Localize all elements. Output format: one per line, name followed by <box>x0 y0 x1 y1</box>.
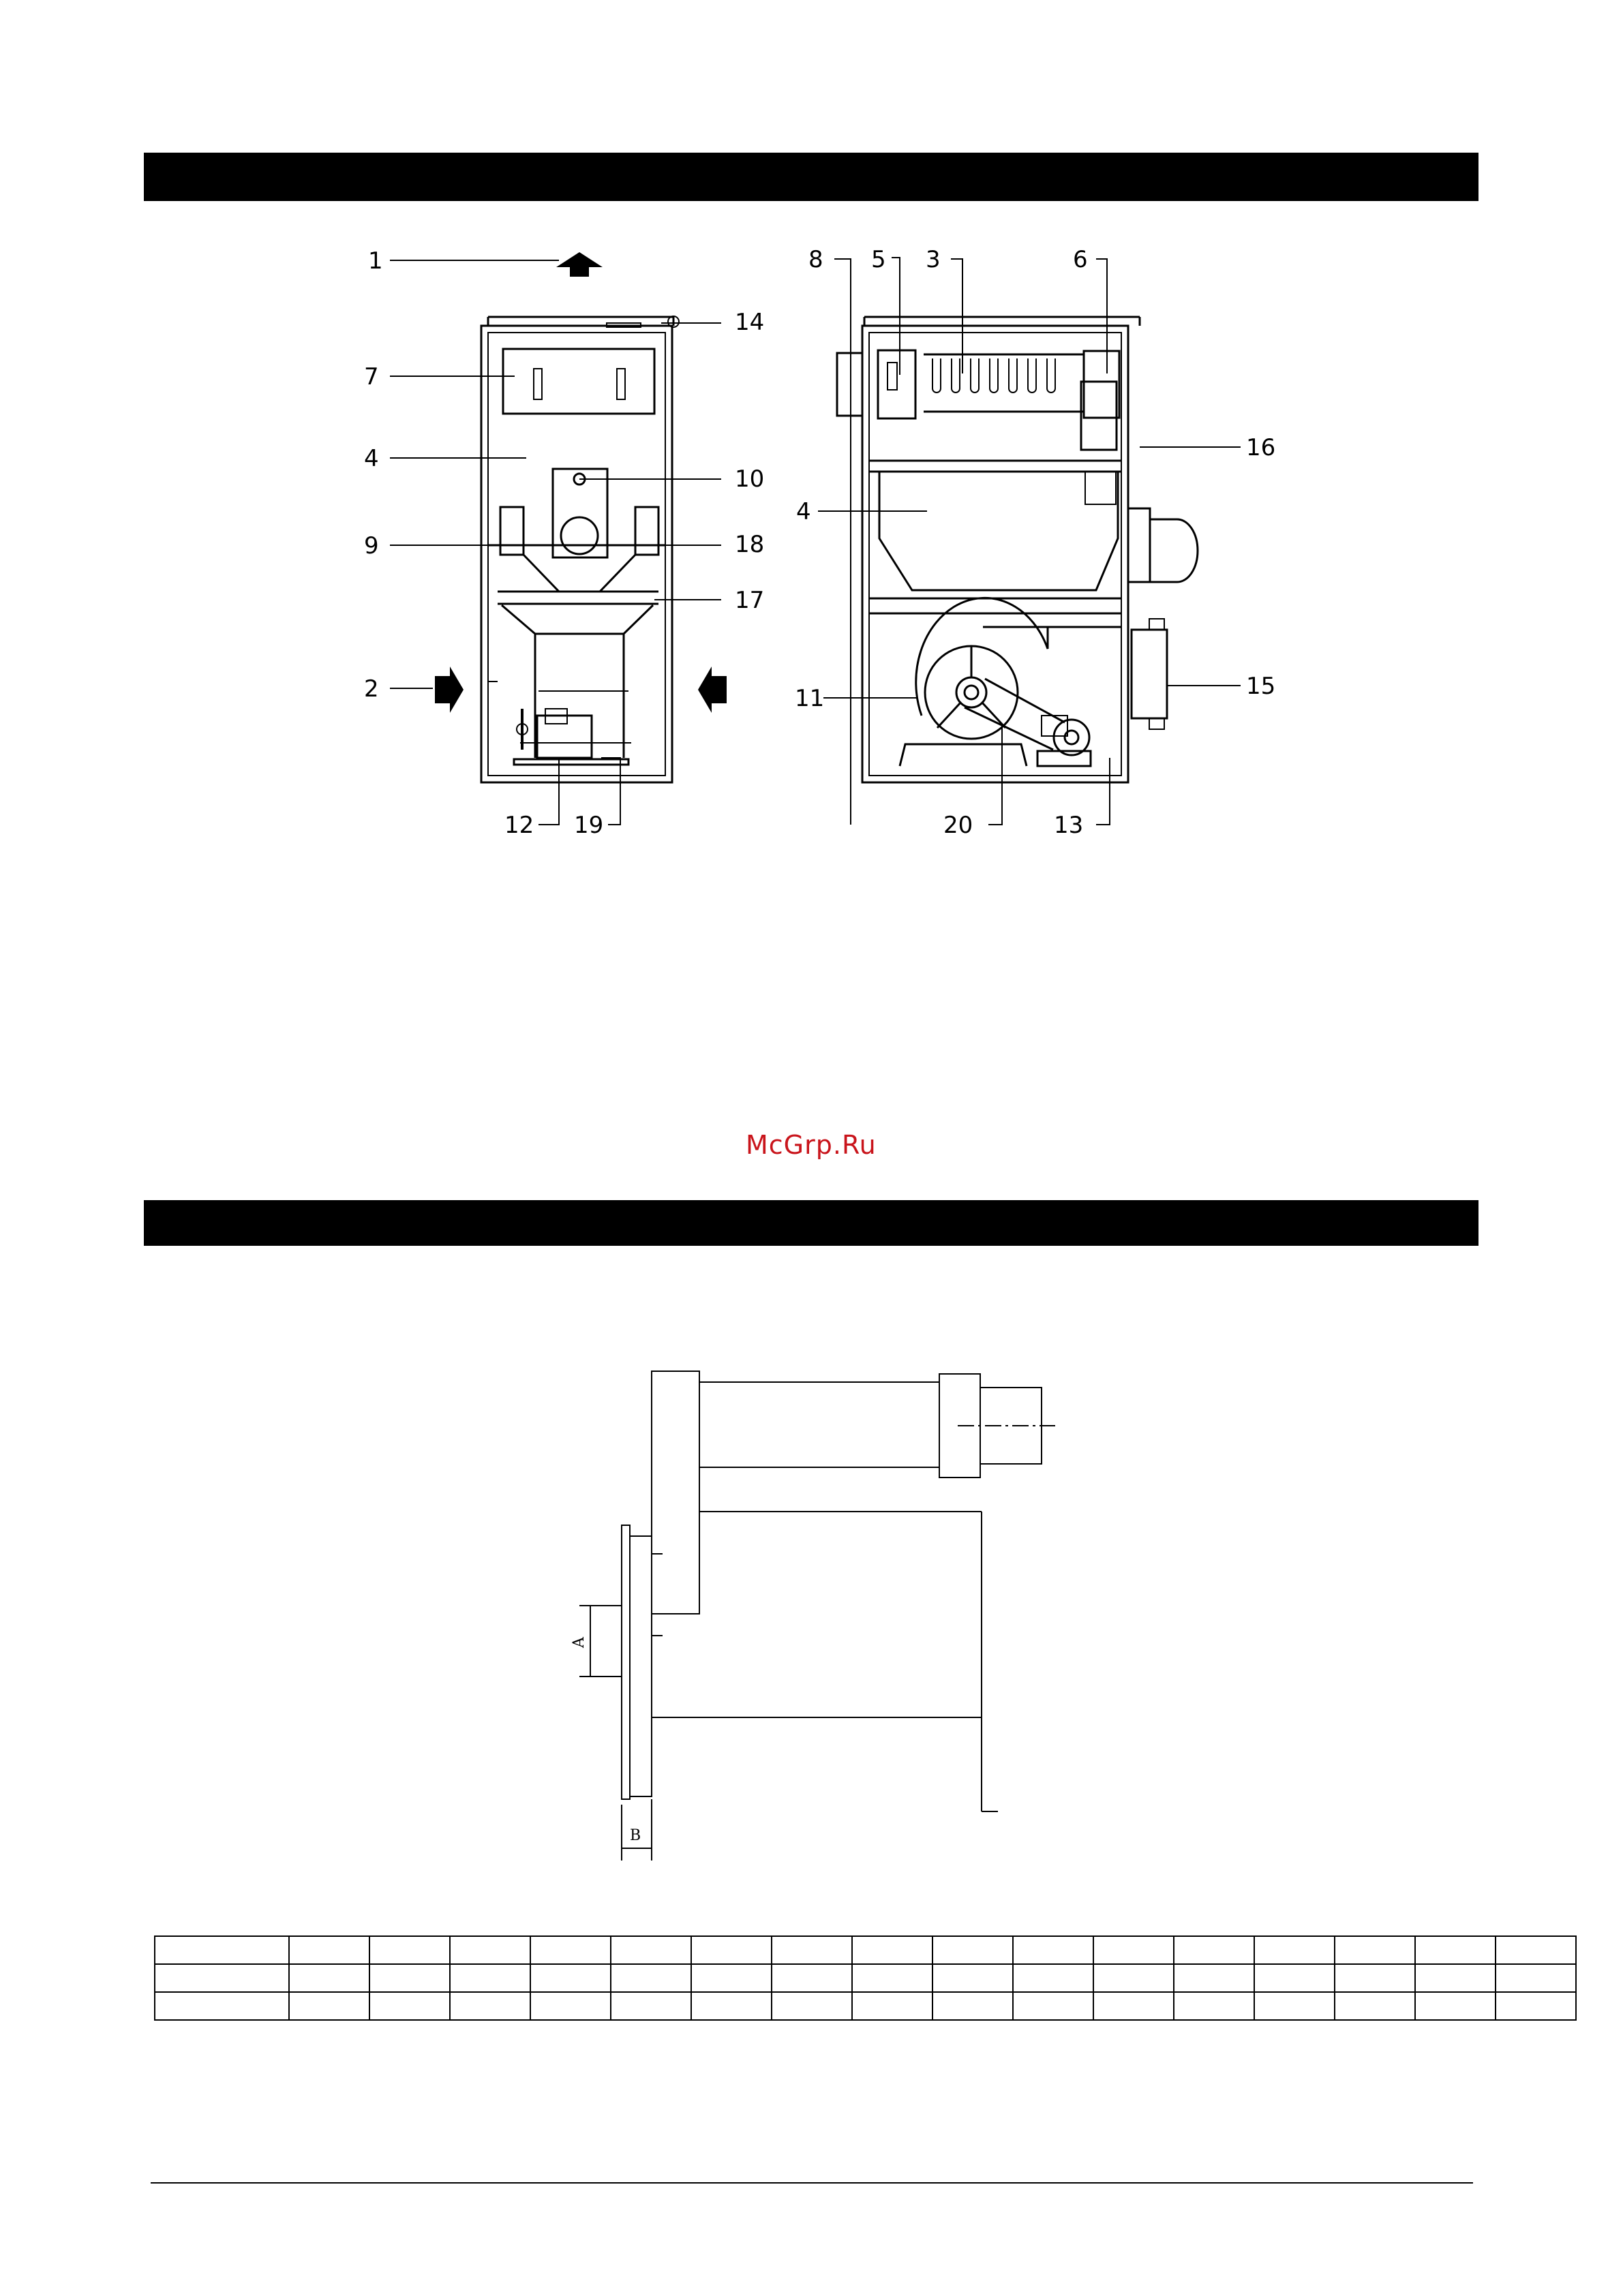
callout-7: 7 <box>364 363 379 391</box>
watermark: McGrp.Ru <box>746 1130 877 1160</box>
callout-14: 14 <box>735 309 765 336</box>
callout-4-front: 4 <box>364 445 379 472</box>
table-row <box>155 1992 1576 2020</box>
specification-table <box>154 1935 1577 2021</box>
callout-12: 12 <box>504 812 534 839</box>
up-arrow-icon <box>556 252 603 277</box>
callout-8: 8 <box>808 246 823 273</box>
callout-4-side: 4 <box>796 498 811 525</box>
side-view-drawing <box>837 317 1198 782</box>
callout-leaders <box>390 258 1241 825</box>
callout-17: 17 <box>735 587 765 614</box>
callout-20: 20 <box>943 812 973 839</box>
dimension-drawing <box>0 1356 1623 1874</box>
callout-13: 13 <box>1054 812 1084 839</box>
callout-2: 2 <box>364 675 379 703</box>
callout-6: 6 <box>1073 246 1088 273</box>
callout-19: 19 <box>574 812 604 839</box>
callout-18: 18 <box>735 531 765 558</box>
callout-10: 10 <box>735 465 765 493</box>
right-arrow-icon <box>435 667 464 713</box>
table-row <box>155 1964 1576 1992</box>
callout-9: 9 <box>364 532 379 560</box>
dimension-a-label: A <box>571 1637 588 1648</box>
callout-15: 15 <box>1246 673 1276 700</box>
unit-sectional-drawings <box>0 225 1623 879</box>
section-header-bar-bottom <box>144 1200 1478 1246</box>
callout-16: 16 <box>1246 434 1276 461</box>
front-view-drawing <box>481 316 679 782</box>
callout-3: 3 <box>926 246 941 273</box>
footer-rule <box>151 2182 1473 2184</box>
dimension-b-label: B <box>630 1827 641 1844</box>
section-header-bar-top <box>144 153 1478 201</box>
callout-1: 1 <box>368 247 383 275</box>
table-row <box>155 1936 1576 1964</box>
callout-11: 11 <box>795 685 825 712</box>
left-arrow-icon <box>698 667 727 713</box>
callout-5: 5 <box>871 246 886 273</box>
